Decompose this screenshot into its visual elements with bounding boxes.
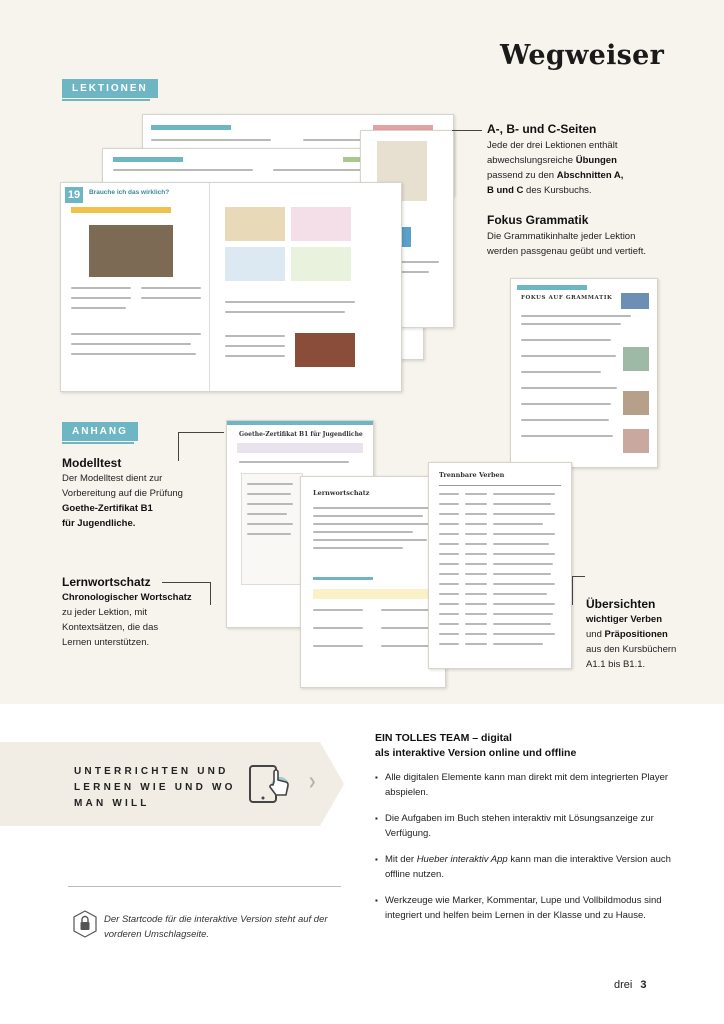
modelltest-text-3: Goethe-Zertifikat B1 [62, 503, 153, 514]
lernwortschatz-page-illustration [300, 476, 446, 688]
lektionen-tag-underline [62, 99, 150, 101]
list-item: ▪ Die Aufgaben im Buch stehen interaktiv mit Lösungsanzeige zur Verfügung. [375, 811, 675, 841]
uebersichten-text-2-bold: Präpositionen [604, 629, 668, 640]
abc-text-3: passend zu den [487, 170, 557, 181]
abc-connector [452, 130, 482, 131]
lesson-heading: Brauche ich das wirklich? [89, 189, 170, 196]
team-heading-line-1: EIN TOLLES TEAM – digital [375, 732, 512, 744]
uebersichten-text-4: A1.1 bis B1.1. [586, 659, 646, 670]
fokus-text-2: werden passgenau geübt und vertieft. [487, 246, 646, 257]
page-title: Wegweiser [500, 40, 665, 71]
tablet-touch-icon [244, 762, 300, 808]
separator-line [68, 886, 341, 887]
note-box-1 [225, 207, 285, 241]
startcode-note: Der Startcode für die interaktive Version steht auf der vorderen Umschlagseite. [104, 914, 328, 940]
slogan-line-2: LERNEN WIE UND WO [74, 782, 236, 793]
uebersichten-connector [572, 576, 585, 605]
abc-text-3-bold: Abschnitten A, [556, 170, 624, 181]
lernwortschatz-text-3: Kontextsätzen, die das [62, 622, 159, 633]
anhang-tag-underline [62, 442, 134, 444]
slogan-line-3: MAN WILL [74, 798, 150, 809]
page-footer [614, 979, 646, 991]
team-heading-line-2: als interaktive Version online und offline [375, 747, 577, 759]
lesson-number: 19 [65, 187, 83, 203]
uebersichten-text-3: aus den Kursbüchern [586, 644, 677, 655]
lernwortschatz-heading: Lernwortschatz [62, 575, 151, 589]
fokus-page-illustration [510, 278, 658, 468]
slogan-panel-arrow [320, 742, 344, 826]
lesson-photo [89, 225, 173, 277]
abc-text-4-bold: B und C [487, 185, 524, 196]
list-item: ▪ Alle digitalen Elemente kann man direkt mit dem integrierten Player abspielen. [375, 770, 675, 800]
abc-heading: A-, B- und C-Seiten [487, 122, 597, 136]
slogan [74, 764, 236, 812]
modelltest-text-1: Der Modelltest dient zur [62, 473, 163, 484]
uebersichten-text-1: wichtiger Verben [586, 614, 663, 625]
uebersichten-page-illustration [428, 462, 572, 669]
list-item [375, 852, 675, 882]
modelltest-section [62, 456, 222, 531]
lernwortschatz-text-1: Chronologischer Wortschatz [62, 592, 192, 603]
note-box-2 [291, 207, 351, 241]
fokus-text-1: Die Grammatikinhalte jeder Lektion [487, 231, 636, 242]
abc-section [487, 122, 707, 198]
list-item: ▪ Werkzeuge wie Marker, Kommentar, Lupe und Vollbildmodus sind integriert und helfen beim Lernen in der Klasse und zu Hause. [375, 893, 675, 923]
lektionen-tag: LEKTIONEN [62, 79, 158, 98]
anhang-tag: ANHANG [62, 422, 138, 441]
uebersichten-heading: Übersichten [586, 597, 656, 611]
modelltest-text-4: für Jugendliche. [62, 518, 136, 529]
uebersichten-text-2: und [586, 629, 605, 640]
lernwortschatz-page-heading: Lernwortschatz [313, 489, 370, 497]
abc-text-2-bold: Übungen [575, 155, 617, 166]
bullet-3-app-name: Hueber interaktiv App [416, 854, 508, 865]
lock-shield-icon [72, 910, 98, 938]
lesson-spread-illustration [60, 110, 460, 395]
chevron-right-icon: ❯ [308, 777, 317, 788]
note-box-4 [291, 247, 351, 281]
uebersichten-section [586, 597, 716, 672]
fokus-page-heading: FOKUS AUF GRAMMATIK [521, 295, 613, 301]
feature-list [375, 770, 675, 934]
lernwortschatz-connector [162, 582, 211, 605]
modelltest-connector [178, 432, 224, 461]
lernwortschatz-text-2: zu jeder Lektion, mit [62, 607, 148, 618]
abc-text-1: Jede der drei Lektionen enthält [487, 140, 618, 151]
uebersichten-page-heading: Trennbare Verben [439, 471, 505, 479]
abc-text-4: des Kursbuchs. [523, 185, 592, 196]
fokus-section [487, 213, 707, 259]
concert-photo [295, 333, 355, 367]
footer-word: drei [614, 979, 633, 991]
slogan-line-1: UNTERRICHTEN UND [74, 766, 229, 777]
bullet-3-post: kann man die interaktive Version auch offline nutzen. [385, 854, 671, 880]
modelltest-heading: Modelltest [62, 456, 122, 470]
lernwortschatz-text-4: Lernen unterstützen. [62, 637, 150, 648]
modelltest-text-2: Vorbereitung auf die Prüfung [62, 488, 183, 499]
abc-text-2: abwechslungsreiche [487, 155, 576, 166]
bullet-3-pre: Mit der [385, 854, 417, 865]
page-number: 3 [640, 979, 647, 991]
lesson-page-front [60, 182, 402, 392]
team-heading [375, 731, 576, 761]
modelltest-page-heading: Goethe-Zertifikat B1 für Jugendliche [239, 431, 363, 438]
note-box-3 [225, 247, 285, 281]
fokus-heading: Fokus Grammatik [487, 213, 589, 227]
